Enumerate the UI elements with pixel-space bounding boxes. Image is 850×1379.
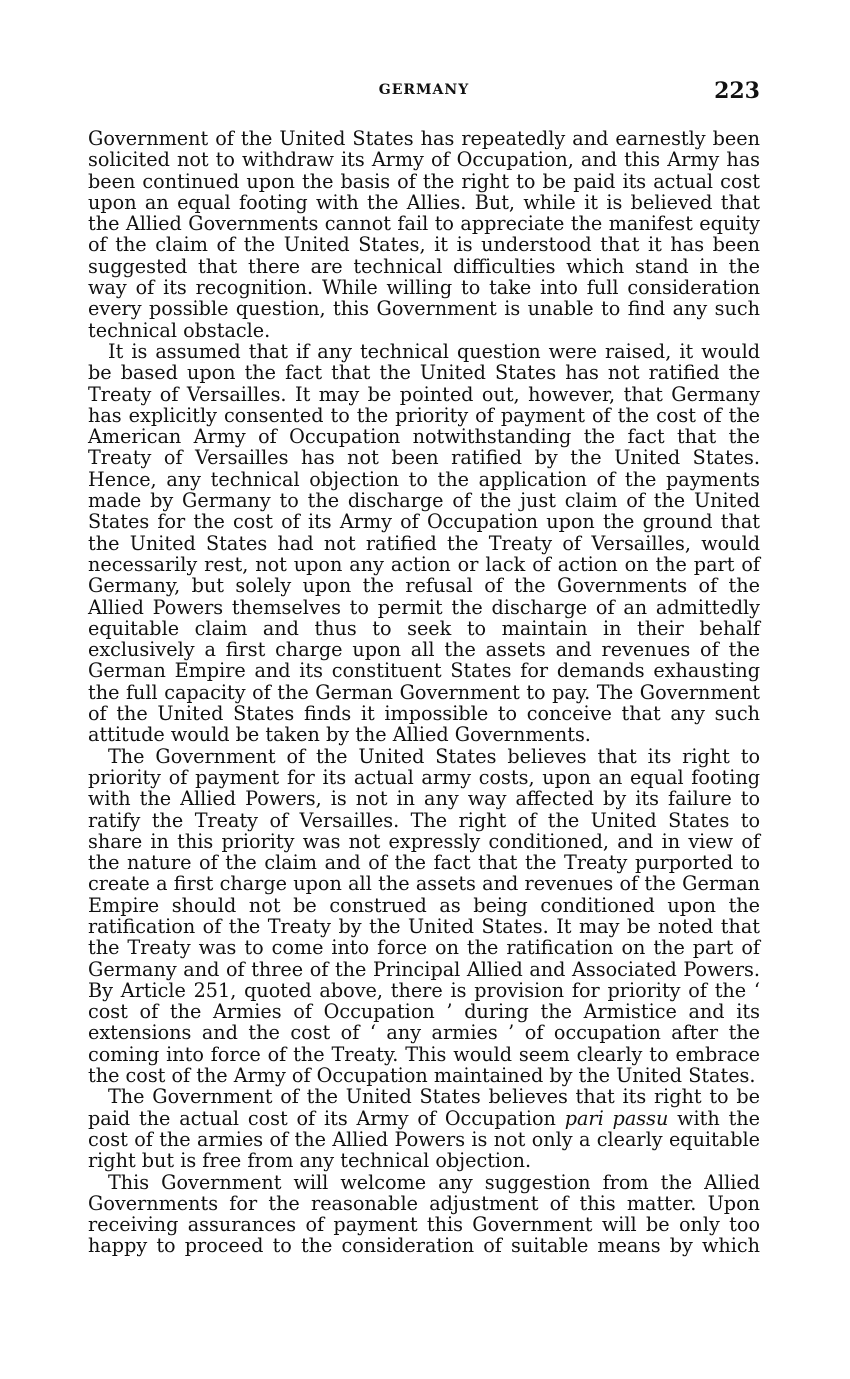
page-number: 223 [714, 78, 760, 104]
paragraph-text: with the cost of the armies of the Allied Powers is not only a clearly equitable right but is free from any technical objection. [88, 1106, 760, 1173]
paragraph-text: This Government will welcome any suggestion from the Allied Governments for the reasonable adjustment of this matter. Upon receiving assurances of payment this Government will be only too happy to proceed to the consideration of suitable means by which [88, 1170, 760, 1258]
paragraph-adjustment [88, 1172, 760, 1257]
paragraph-text: The Government of the United States believes that its right to be paid the actual cost of its Army of Occupation [88, 1085, 760, 1130]
running-title: GERMANY [378, 82, 470, 98]
body-text [88, 128, 760, 1257]
running-header [88, 80, 760, 106]
paragraph-priority-right [88, 746, 760, 1087]
paragraph-text: It is assumed that if any technical question were raised, it would be based upon the fact that the United States has not ratified the Treaty of Versailles. It may be pointed out, however, that Germany has explicitly consented to the priority of payment of the cost of the American Army of Occupation notwithstanding the fact that the Treaty of Versailles has not been ratified by the United States. Hence, any technical objection to the application of the payments made by Germany to the discharge of the just claim of the United States for the cost of its Army of Occupation upon the ground that the United States had not ratified the Treaty of Versailles, would necessarily rest, not upon any action or lack of action on the part of Germany, but solely upon the refusal of the Governments of the Allied Powers themselves to permit the discharge of an admittedly equitable claim and thus to seek to maintain in their behalf exclusively a first charge upon all the assets and revenues of the German Empire and its constituent States for demands exhausting the full capacity of the German Government to pay. The Government of the United States finds it impossible to conceive that any such attitude would be taken by the Allied Governments. [88, 339, 760, 747]
paragraph-continued [88, 128, 760, 341]
paragraph-text: Government of the United States has repeatedly and earnestly been solicited not to withdraw its Army of Occupation, and this Army has been continued upon the basis of the right to be paid its actual cost upon an equal footing with the Allies. But, while it is believed that the Allied Governments cannot fail to appreciate the manifest equity of the claim of the United States, it is understood that it has been suggested that there are technical difficulties which stand in the way of its recognition. While willing to take into full consideration every possible question, this Government is unable to find any such technical obstacle. [88, 127, 760, 342]
paragraph-text: The Government of the United States believes that its right to priority of payment for its actual army costs, upon an equal footing with the Allied Powers, is not in any way affected by its failure to ratify the Treaty of Versailles. The right of the United States to share in this priority was not expressly conditioned, and in view of the nature of the claim and of the fact that the Treaty purported to create a first charge upon all the assets and revenues of the German Empire should not be construed as being conditioned upon the ratification of the Treaty by the United States. It may be noted that the Treaty was to come into force on the ratification on the part of Germany and of three of the Principal Allied and Associated Powers. By Article 251, quoted above, there is provision for priority of the ‘ cost of the Armies of Occupation ’ during the Armistice and its extensions and the cost of ‘ any armies ’ of occupation after the coming into force of the Treaty. This would seem clearly to embrace the cost of the Army of Occupation maintained by the United States. [88, 744, 760, 1088]
latin-phrase: pari passu [564, 1106, 669, 1130]
paragraph-pari-passu [88, 1086, 760, 1171]
paragraph-technical-question [88, 341, 760, 746]
